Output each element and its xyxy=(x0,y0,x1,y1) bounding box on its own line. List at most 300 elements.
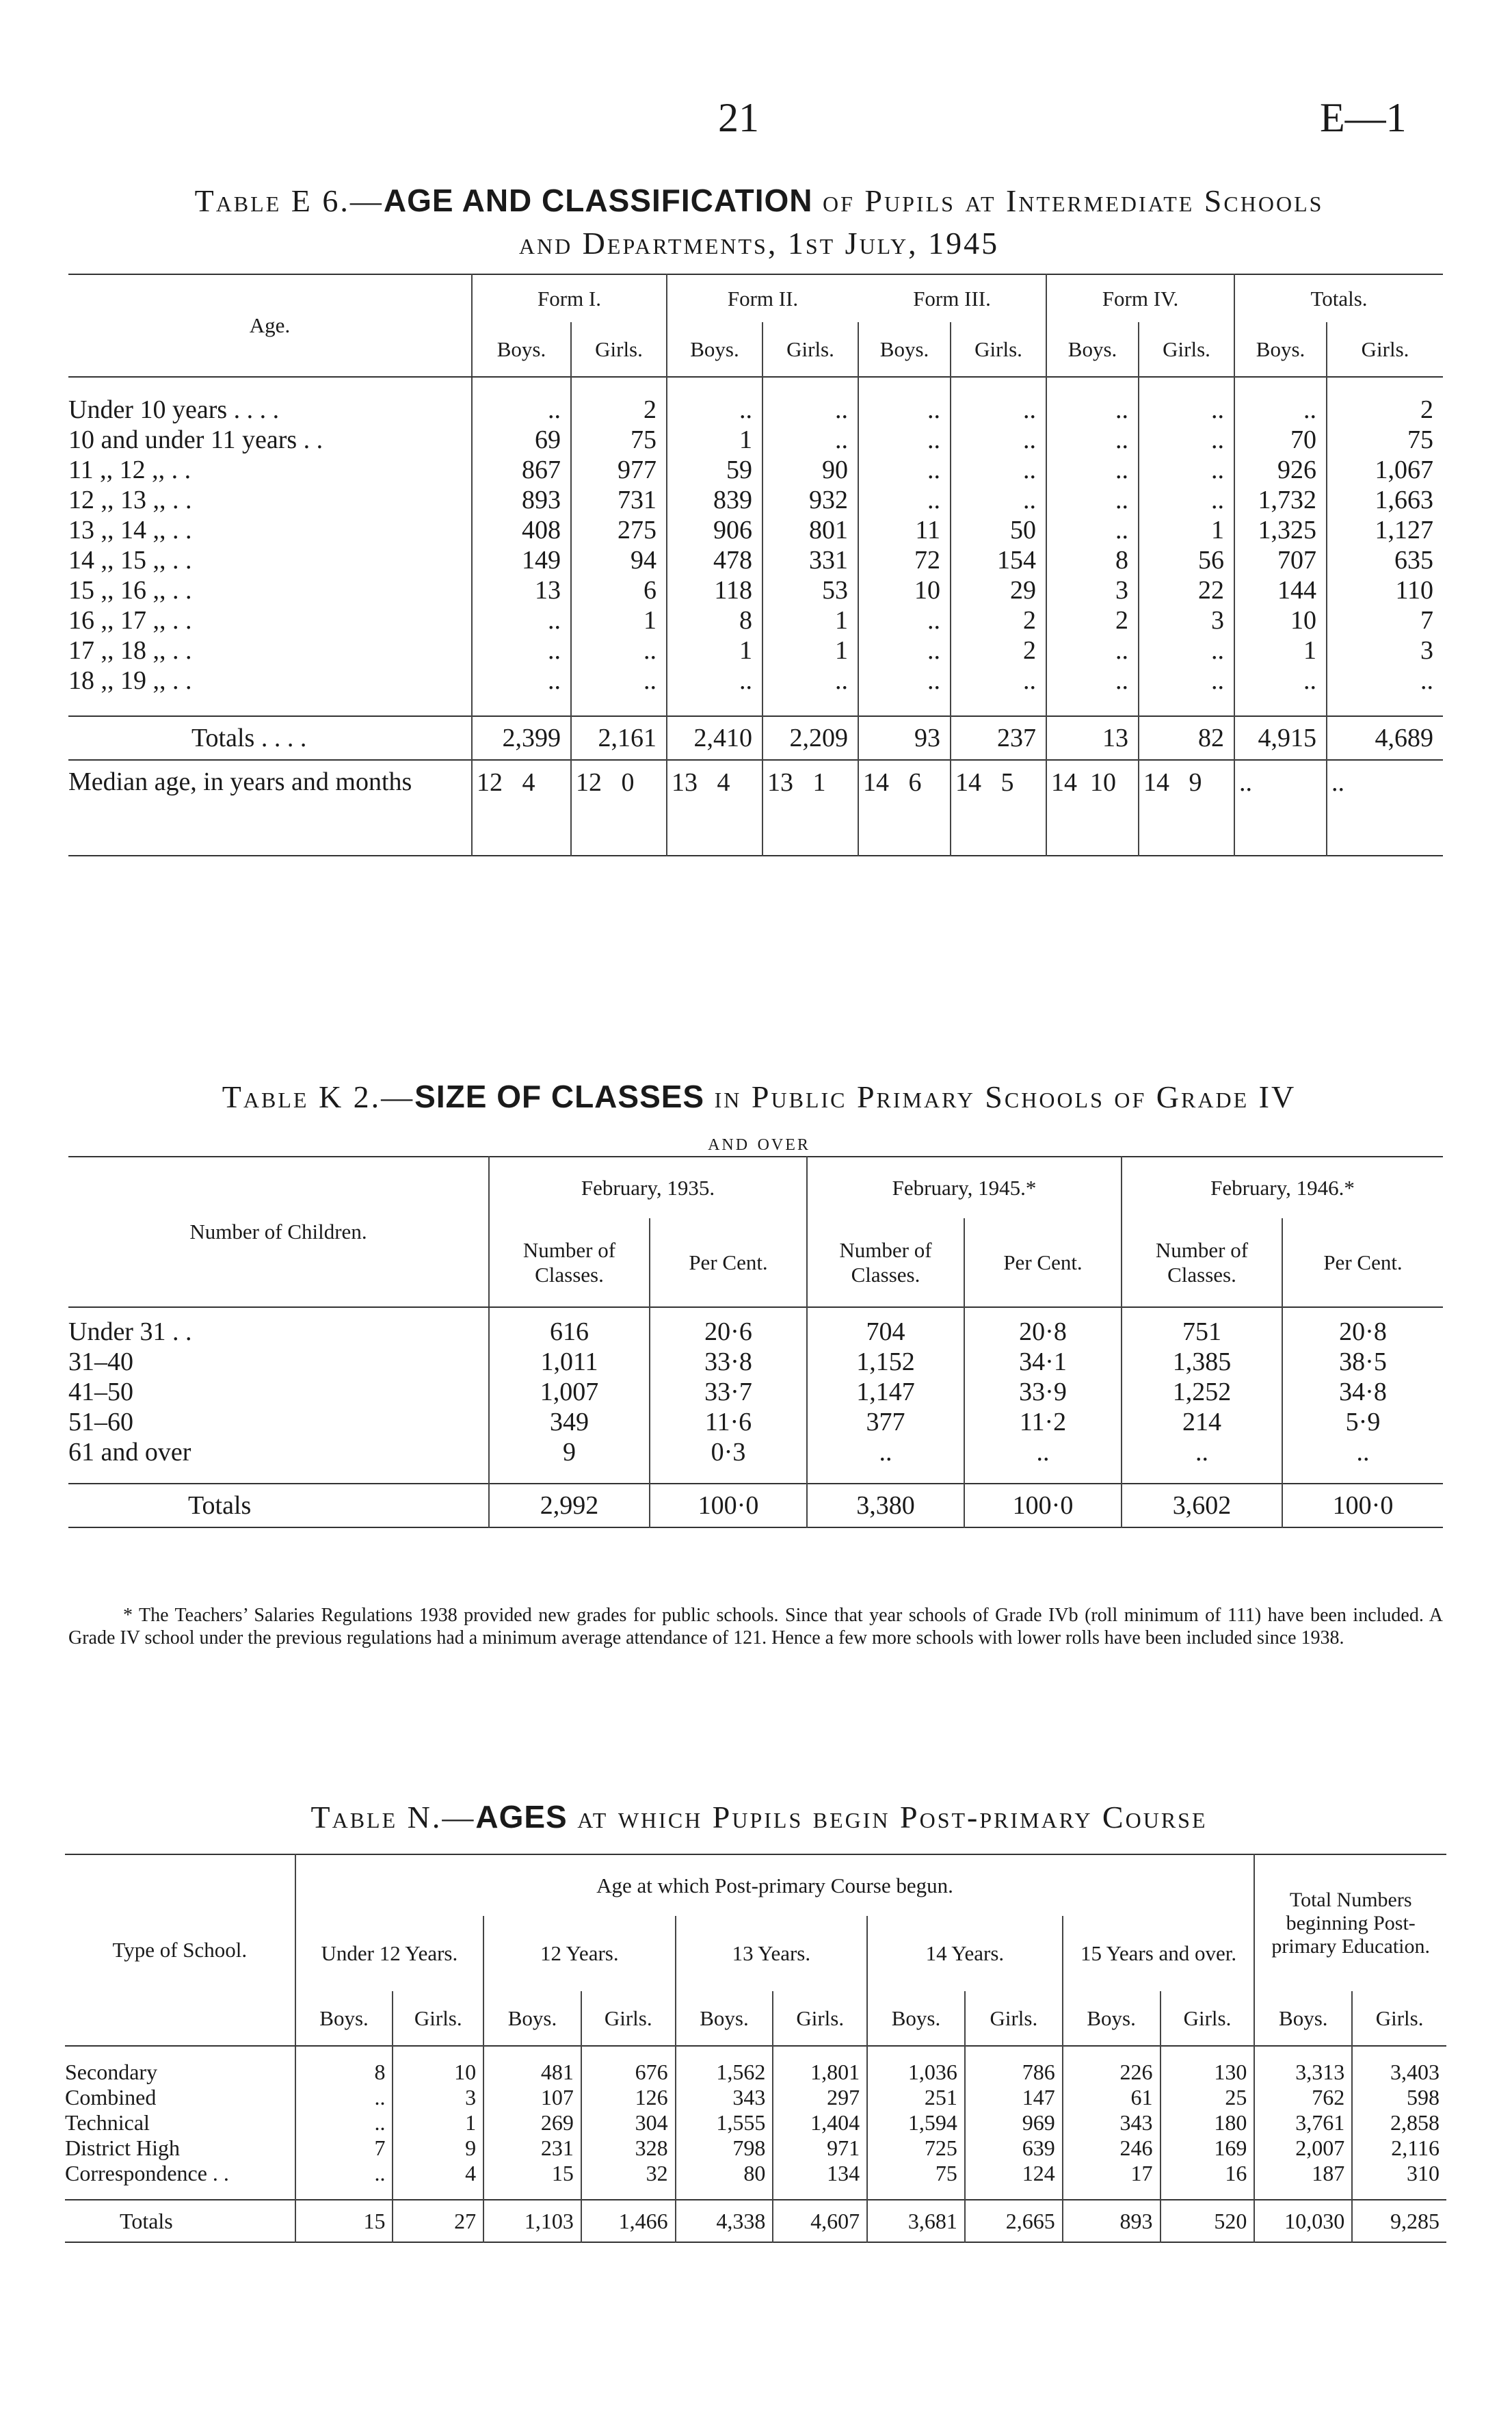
table-cell: 328 xyxy=(581,2136,676,2161)
table-row xyxy=(68,635,1443,666)
table-k2-title-prefix: Table K 2.— xyxy=(222,1079,415,1114)
table-cell: .. xyxy=(1046,395,1139,425)
percent-header: Per Cent. xyxy=(650,1218,807,1307)
table-cell: .. xyxy=(858,605,951,635)
group-header: 15 Years and over. xyxy=(1063,1916,1255,1991)
page-number: 21 xyxy=(718,95,759,140)
table-cell: .. xyxy=(295,2110,393,2136)
table-k2-body xyxy=(68,1307,1443,1527)
table-cell: 269 xyxy=(483,2110,581,2136)
table-cell: 3,761 xyxy=(1254,2110,1352,2136)
table-cell: 1,103 xyxy=(483,2200,581,2242)
table-cell: .. xyxy=(1234,395,1327,425)
table-cell: 5·9 xyxy=(1282,1407,1443,1437)
spacer-cell xyxy=(68,377,472,395)
girls-header: Girls. xyxy=(773,1991,867,2046)
total-numbers-header: Total Numbers beginning Post-primary Education. xyxy=(1254,1854,1446,1991)
table-cell: 1 xyxy=(1139,515,1234,545)
table-cell: 801 xyxy=(762,515,858,545)
spacer-cell xyxy=(1282,1467,1443,1484)
table-cell: 38·5 xyxy=(1282,1347,1443,1377)
table-cell: 17 xyxy=(1063,2161,1160,2186)
table-cell: .. xyxy=(1282,1437,1443,1467)
table-cell: 9 xyxy=(489,1437,650,1467)
table-cell: 3,380 xyxy=(807,1484,964,1527)
spacer-row xyxy=(65,2186,1446,2200)
spacer-cell xyxy=(1352,2046,1446,2060)
table-cell: 1 xyxy=(1234,635,1327,666)
table-cell: 13 xyxy=(1046,716,1139,760)
girls-header: Girls. xyxy=(571,322,667,377)
table-k2-title-bold: SIZE OF CLASSES xyxy=(414,1079,705,1114)
table-cell: 1,036 xyxy=(867,2060,965,2085)
table-cell: 90 xyxy=(762,455,858,485)
totals-row xyxy=(68,716,1443,760)
row-label: 31–40 xyxy=(68,1348,133,1376)
table-cell: 226 xyxy=(1063,2060,1160,2085)
table-cell: 1,663 xyxy=(1327,485,1443,515)
spacer-cell xyxy=(676,2046,773,2060)
table-cell: 80 xyxy=(676,2161,773,2186)
table-cell: 251 xyxy=(867,2085,965,2110)
table-cell: 231 xyxy=(483,2136,581,2161)
table-cell: 82 xyxy=(1139,716,1234,760)
boys-header: Boys. xyxy=(295,1991,393,2046)
table-cell: 29 xyxy=(951,575,1046,605)
table-cell: 169 xyxy=(1160,2136,1255,2161)
table-cell: .. xyxy=(951,455,1046,485)
table-row xyxy=(65,2060,1446,2085)
table-k2-title-line2: and over xyxy=(708,1130,810,1155)
spacer-cell xyxy=(667,377,762,395)
spacer-cell xyxy=(581,2186,676,2200)
spacer-cell xyxy=(1139,696,1234,716)
table-cell: .. xyxy=(571,666,667,696)
table-cell: .. xyxy=(1327,666,1443,696)
table-cell: 75 xyxy=(571,425,667,455)
table-cell: 343 xyxy=(676,2085,773,2110)
table-cell: 2,007 xyxy=(1254,2136,1352,2161)
table-cell: .. xyxy=(1139,425,1234,455)
table-cell: 3,403 xyxy=(1352,2060,1446,2085)
table-n xyxy=(65,1854,1446,2243)
spacer-cell xyxy=(295,2046,393,2060)
table-cell: 1,325 xyxy=(1234,515,1327,545)
table-cell: 4,338 xyxy=(676,2200,773,2242)
boys-header: Boys. xyxy=(676,1991,773,2046)
table-cell: 124 xyxy=(965,2161,1063,2186)
totals-row xyxy=(68,1484,1443,1527)
table-cell: 154 xyxy=(951,545,1046,575)
table-cell: 61 xyxy=(1063,2085,1160,2110)
table-cell: 69 xyxy=(472,425,571,455)
group-header: February, 1946.* xyxy=(1122,1157,1443,1218)
table-cell: 144 xyxy=(1234,575,1327,605)
table-cell: 798 xyxy=(676,2136,773,2161)
table-cell: 786 xyxy=(965,2060,1063,2085)
table-cell: 1,385 xyxy=(1122,1347,1282,1377)
spacer-cell xyxy=(483,2046,581,2060)
row-label: Under 10 years . . . . xyxy=(68,395,280,424)
classes-header: Number of Classes. xyxy=(1122,1218,1282,1307)
table-cell: .. xyxy=(951,666,1046,696)
table-cell: .. xyxy=(1122,1437,1282,1467)
spacer-cell xyxy=(965,2186,1063,2200)
table-cell: .. xyxy=(951,485,1046,515)
spacer-cell xyxy=(667,696,762,716)
percent-header: Per Cent. xyxy=(1282,1218,1443,1307)
totals-row xyxy=(65,2200,1446,2242)
row-label: 11 ,, 12 ,, . . xyxy=(68,456,191,484)
table-cell: 53 xyxy=(762,575,858,605)
table-cell: 1,007 xyxy=(489,1377,650,1407)
spacer-cell xyxy=(295,2186,393,2200)
table-row xyxy=(68,575,1443,605)
table-cell: 2,410 xyxy=(667,716,762,760)
table-e6-title xyxy=(62,179,1457,265)
table-cell: 408 xyxy=(472,515,571,545)
table-cell: .. xyxy=(762,395,858,425)
group-header: Form IV. xyxy=(1046,274,1234,322)
table-cell: 14 9 xyxy=(1139,760,1234,856)
table-cell: 3 xyxy=(1046,575,1139,605)
spacer-cell xyxy=(1282,1307,1443,1317)
table-n-title-bold: AGES xyxy=(475,1799,568,1835)
table-cell: 2,665 xyxy=(965,2200,1063,2242)
spacer-cell xyxy=(1046,377,1139,395)
row-label: Under 31 . . xyxy=(68,1317,192,1346)
girls-header: Girls. xyxy=(393,1991,483,2046)
table-cell: 310 xyxy=(1352,2161,1446,2186)
table-cell: .. xyxy=(472,605,571,635)
table-cell: 1,732 xyxy=(1234,485,1327,515)
boys-header: Boys. xyxy=(1234,322,1327,377)
table-cell: 10 xyxy=(393,2060,483,2085)
table-cell: 1,147 xyxy=(807,1377,964,1407)
percent-header: Per Cent. xyxy=(964,1218,1122,1307)
table-cell: 343 xyxy=(1063,2110,1160,2136)
group-header: 13 Years. xyxy=(676,1916,868,1991)
spacer-cell xyxy=(489,1307,650,1317)
table-cell: .. xyxy=(1139,455,1234,485)
spacer-cell xyxy=(965,2046,1063,2060)
table-cell: 731 xyxy=(571,485,667,515)
girls-header: Girls. xyxy=(965,1991,1063,2046)
table-cell: 20·8 xyxy=(964,1317,1122,1347)
table-row xyxy=(68,1437,1443,1467)
table-cell: 2,116 xyxy=(1352,2136,1446,2161)
table-cell: 118 xyxy=(667,575,762,605)
table-cell: 1 xyxy=(762,605,858,635)
table-cell: 237 xyxy=(951,716,1046,760)
table-row xyxy=(68,666,1443,696)
girls-header: Girls. xyxy=(1160,1991,1255,2046)
table-cell: .. xyxy=(858,455,951,485)
table-cell: 147 xyxy=(965,2085,1063,2110)
table-cell: 598 xyxy=(1352,2085,1446,2110)
table-cell: 10 xyxy=(858,575,951,605)
table-cell: 2,161 xyxy=(571,716,667,760)
table-cell: .. xyxy=(1046,515,1139,545)
spacer-cell xyxy=(676,2186,773,2200)
group-header: 14 Years. xyxy=(867,1916,1063,1991)
table-cell: 2 xyxy=(951,605,1046,635)
table-cell: 3 xyxy=(393,2085,483,2110)
table-cell: 893 xyxy=(472,485,571,515)
spacer-cell xyxy=(1234,377,1327,395)
table-cell: .. xyxy=(667,395,762,425)
boys-header: Boys. xyxy=(1063,1991,1160,2046)
table-cell: .. xyxy=(1234,760,1327,856)
table-cell: 2 xyxy=(1046,605,1139,635)
table-row xyxy=(65,2085,1446,2110)
spacer-cell xyxy=(1234,696,1327,716)
table-cell: 932 xyxy=(762,485,858,515)
spacer-cell xyxy=(68,696,472,716)
row-label: 12 ,, 13 ,, . . xyxy=(68,486,192,514)
table-cell: 14 10 xyxy=(1046,760,1139,856)
table-row xyxy=(68,1407,1443,1437)
table-cell: 2 xyxy=(1327,395,1443,425)
table-cell: 22 xyxy=(1139,575,1234,605)
table-cell: .. xyxy=(858,635,951,666)
spacer-row xyxy=(68,377,1443,395)
table-row xyxy=(68,1347,1443,1377)
page-code: E—1 xyxy=(1320,95,1407,140)
spacer-cell xyxy=(1160,2186,1255,2200)
table-cell: .. xyxy=(1139,666,1234,696)
row-label: 51–60 xyxy=(68,1408,133,1436)
spacer-cell xyxy=(68,1307,489,1317)
table-cell: 94 xyxy=(571,545,667,575)
table-cell: 149 xyxy=(472,545,571,575)
spacer-cell xyxy=(964,1467,1122,1484)
table-cell: 70 xyxy=(1234,425,1327,455)
table-cell: 7 xyxy=(295,2136,393,2161)
group-header: February, 1945.* xyxy=(807,1157,1122,1218)
table-e6-title-rest: of Pupils at Intermediate Schools xyxy=(823,183,1324,218)
table-row xyxy=(65,2136,1446,2161)
type-column-header: Type of School. xyxy=(65,1854,295,2046)
spacer-cell xyxy=(951,696,1046,716)
row-label: Combined xyxy=(65,2085,157,2110)
table-cell: .. xyxy=(472,395,571,425)
table-cell: 2,399 xyxy=(472,716,571,760)
table-cell: 839 xyxy=(667,485,762,515)
footnote: * The Teachers’ Salaries Regulations 1938 provided new grades for public schools. Since that year schools of Grade IVb (roll minimum of 111) have been included. A Grade IV school under the previous regulations had a minimum average attendance of 121. Hence a few more schools with lower rolls have been included since 1938. xyxy=(68,1605,1443,1648)
table-cell: 50 xyxy=(951,515,1046,545)
table-row xyxy=(68,455,1443,485)
table-row xyxy=(68,605,1443,635)
spacer-cell xyxy=(472,696,571,716)
table-cell: 906 xyxy=(667,515,762,545)
row-label: Correspondence . . xyxy=(65,2161,229,2185)
table-cell: .. xyxy=(951,425,1046,455)
table-cell: 520 xyxy=(1160,2200,1255,2242)
table-cell: 3 xyxy=(1139,605,1234,635)
table-cell: 214 xyxy=(1122,1407,1282,1437)
table-cell: 33·9 xyxy=(964,1377,1122,1407)
boys-header: Boys. xyxy=(483,1991,581,2046)
table-cell: 75 xyxy=(1327,425,1443,455)
table-cell: 0·3 xyxy=(650,1437,807,1467)
table-cell: 13 4 xyxy=(667,760,762,856)
spacer-row xyxy=(68,1467,1443,1484)
table-cell: 246 xyxy=(1063,2136,1160,2161)
table-cell: 32 xyxy=(581,2161,676,2186)
boys-header: Boys. xyxy=(858,322,951,377)
table-cell: 12 4 xyxy=(472,760,571,856)
spacer-cell xyxy=(773,2046,867,2060)
spacer-cell xyxy=(762,377,858,395)
table-cell: 9 xyxy=(393,2136,483,2161)
girls-header: Girls. xyxy=(1352,1991,1446,2046)
table-k2-title-rest: in Public Primary Schools of Grade IV xyxy=(714,1079,1297,1114)
table-n-body xyxy=(65,2046,1446,2242)
table-cell: 59 xyxy=(667,455,762,485)
spacer-cell xyxy=(571,696,667,716)
table-cell: 13 1 xyxy=(762,760,858,856)
spacer-row xyxy=(68,696,1443,716)
spacer-cell xyxy=(650,1467,807,1484)
spacer-cell xyxy=(393,2046,483,2060)
table-row xyxy=(68,1377,1443,1407)
spacer-cell xyxy=(1160,2046,1255,2060)
table-cell: .. xyxy=(1234,666,1327,696)
table-cell: .. xyxy=(295,2085,393,2110)
table-cell: 110 xyxy=(1327,575,1443,605)
boys-header: Boys. xyxy=(472,322,571,377)
table-cell: 1 xyxy=(667,635,762,666)
spacer-cell xyxy=(858,377,951,395)
table-cell: 2,992 xyxy=(489,1484,650,1527)
table-cell: 3,313 xyxy=(1254,2060,1352,2085)
table-cell: .. xyxy=(858,666,951,696)
table-cell: 616 xyxy=(489,1317,650,1347)
row-label: District High xyxy=(65,2136,180,2160)
table-cell: 1,594 xyxy=(867,2110,965,2136)
table-cell: 1,127 xyxy=(1327,515,1443,545)
table-row xyxy=(68,395,1443,425)
table-cell: .. xyxy=(472,635,571,666)
table-cell: .. xyxy=(667,666,762,696)
table-cell: 707 xyxy=(1234,545,1327,575)
spacer-cell xyxy=(571,377,667,395)
table-cell: 1,404 xyxy=(773,2110,867,2136)
table-cell: 11·2 xyxy=(964,1407,1122,1437)
group-header: February, 1935. xyxy=(489,1157,807,1218)
table-k2 xyxy=(68,1156,1443,1528)
table-row xyxy=(65,2161,1446,2186)
group-header: Form I. xyxy=(472,274,667,322)
table-cell: 297 xyxy=(773,2085,867,2110)
girls-header: Girls. xyxy=(762,322,858,377)
group-header: Totals. xyxy=(1234,274,1443,322)
table-cell: 72 xyxy=(858,545,951,575)
spacer-cell xyxy=(650,1307,807,1317)
row-label: Technical xyxy=(65,2110,150,2135)
spacer-cell xyxy=(581,2046,676,2060)
table-cell: 2 xyxy=(571,395,667,425)
table-cell: 635 xyxy=(1327,545,1443,575)
spacer-cell xyxy=(65,2046,295,2060)
table-cell: 926 xyxy=(1234,455,1327,485)
table-cell: 134 xyxy=(773,2161,867,2186)
table-cell: .. xyxy=(964,1437,1122,1467)
table-row xyxy=(68,425,1443,455)
table-cell: 93 xyxy=(858,716,951,760)
table-cell: 75 xyxy=(867,2161,965,2186)
table-cell: .. xyxy=(571,635,667,666)
row-label: Totals xyxy=(120,2208,173,2233)
table-cell: .. xyxy=(807,1437,964,1467)
girls-header: Girls. xyxy=(581,1991,676,2046)
spacer-cell xyxy=(68,1467,489,1484)
table-cell: 481 xyxy=(483,2060,581,2085)
spacer-cell xyxy=(1122,1467,1282,1484)
table-cell: 725 xyxy=(867,2136,965,2161)
table-cell: 377 xyxy=(807,1407,964,1437)
table-cell: 8 xyxy=(667,605,762,635)
table-cell: 762 xyxy=(1254,2085,1352,2110)
table-cell: 9,285 xyxy=(1352,2200,1446,2242)
table-cell: 704 xyxy=(807,1317,964,1347)
table-cell: 20·8 xyxy=(1282,1317,1443,1347)
row-label: Secondary xyxy=(65,2060,158,2084)
table-row xyxy=(65,2110,1446,2136)
table-cell: 33·7 xyxy=(650,1377,807,1407)
table-cell: 187 xyxy=(1254,2161,1352,2186)
table-cell: 100·0 xyxy=(1282,1484,1443,1527)
table-cell: .. xyxy=(762,666,858,696)
table-cell: 4,689 xyxy=(1327,716,1443,760)
children-column-header: Number of Children. xyxy=(68,1157,489,1307)
table-cell: .. xyxy=(1046,635,1139,666)
table-row xyxy=(68,545,1443,575)
age-group-header: Age at which Post-primary Course begun. xyxy=(295,1854,1255,1916)
table-cell: 25 xyxy=(1160,2085,1255,2110)
row-label: 18 ,, 19 ,, . . xyxy=(68,666,192,695)
table-cell: 6 xyxy=(571,575,667,605)
row-label: Totals . . . . xyxy=(191,724,307,752)
table-n-title-prefix: Table N.— xyxy=(310,1800,476,1835)
table-n-title xyxy=(62,1796,1457,1839)
table-cell: 4,607 xyxy=(773,2200,867,2242)
table-cell: 1 xyxy=(667,425,762,455)
table-cell: 7 xyxy=(1327,605,1443,635)
table-cell: 3 xyxy=(1327,635,1443,666)
table-cell: 126 xyxy=(581,2085,676,2110)
table-cell: 20·6 xyxy=(650,1317,807,1347)
table-cell: 4,915 xyxy=(1234,716,1327,760)
table-e6-title-bold: AGE AND CLASSIFICATION xyxy=(383,183,813,218)
spacer-cell xyxy=(1046,696,1139,716)
table-cell: 639 xyxy=(965,2136,1063,2161)
table-cell: .. xyxy=(1139,395,1234,425)
spacer-cell xyxy=(1327,377,1443,395)
table-cell: 14 6 xyxy=(858,760,951,856)
table-cell: 1 xyxy=(571,605,667,635)
spacer-cell xyxy=(807,1307,964,1317)
spacer-cell xyxy=(858,696,951,716)
table-cell: 4 xyxy=(393,2161,483,2186)
table-cell: 180 xyxy=(1160,2110,1255,2136)
table-cell: 34·8 xyxy=(1282,1377,1443,1407)
row-label: 10 and under 11 years . . xyxy=(68,425,323,454)
table-cell: 1,555 xyxy=(676,2110,773,2136)
table-cell: 971 xyxy=(773,2136,867,2161)
spacer-cell xyxy=(489,1467,650,1484)
